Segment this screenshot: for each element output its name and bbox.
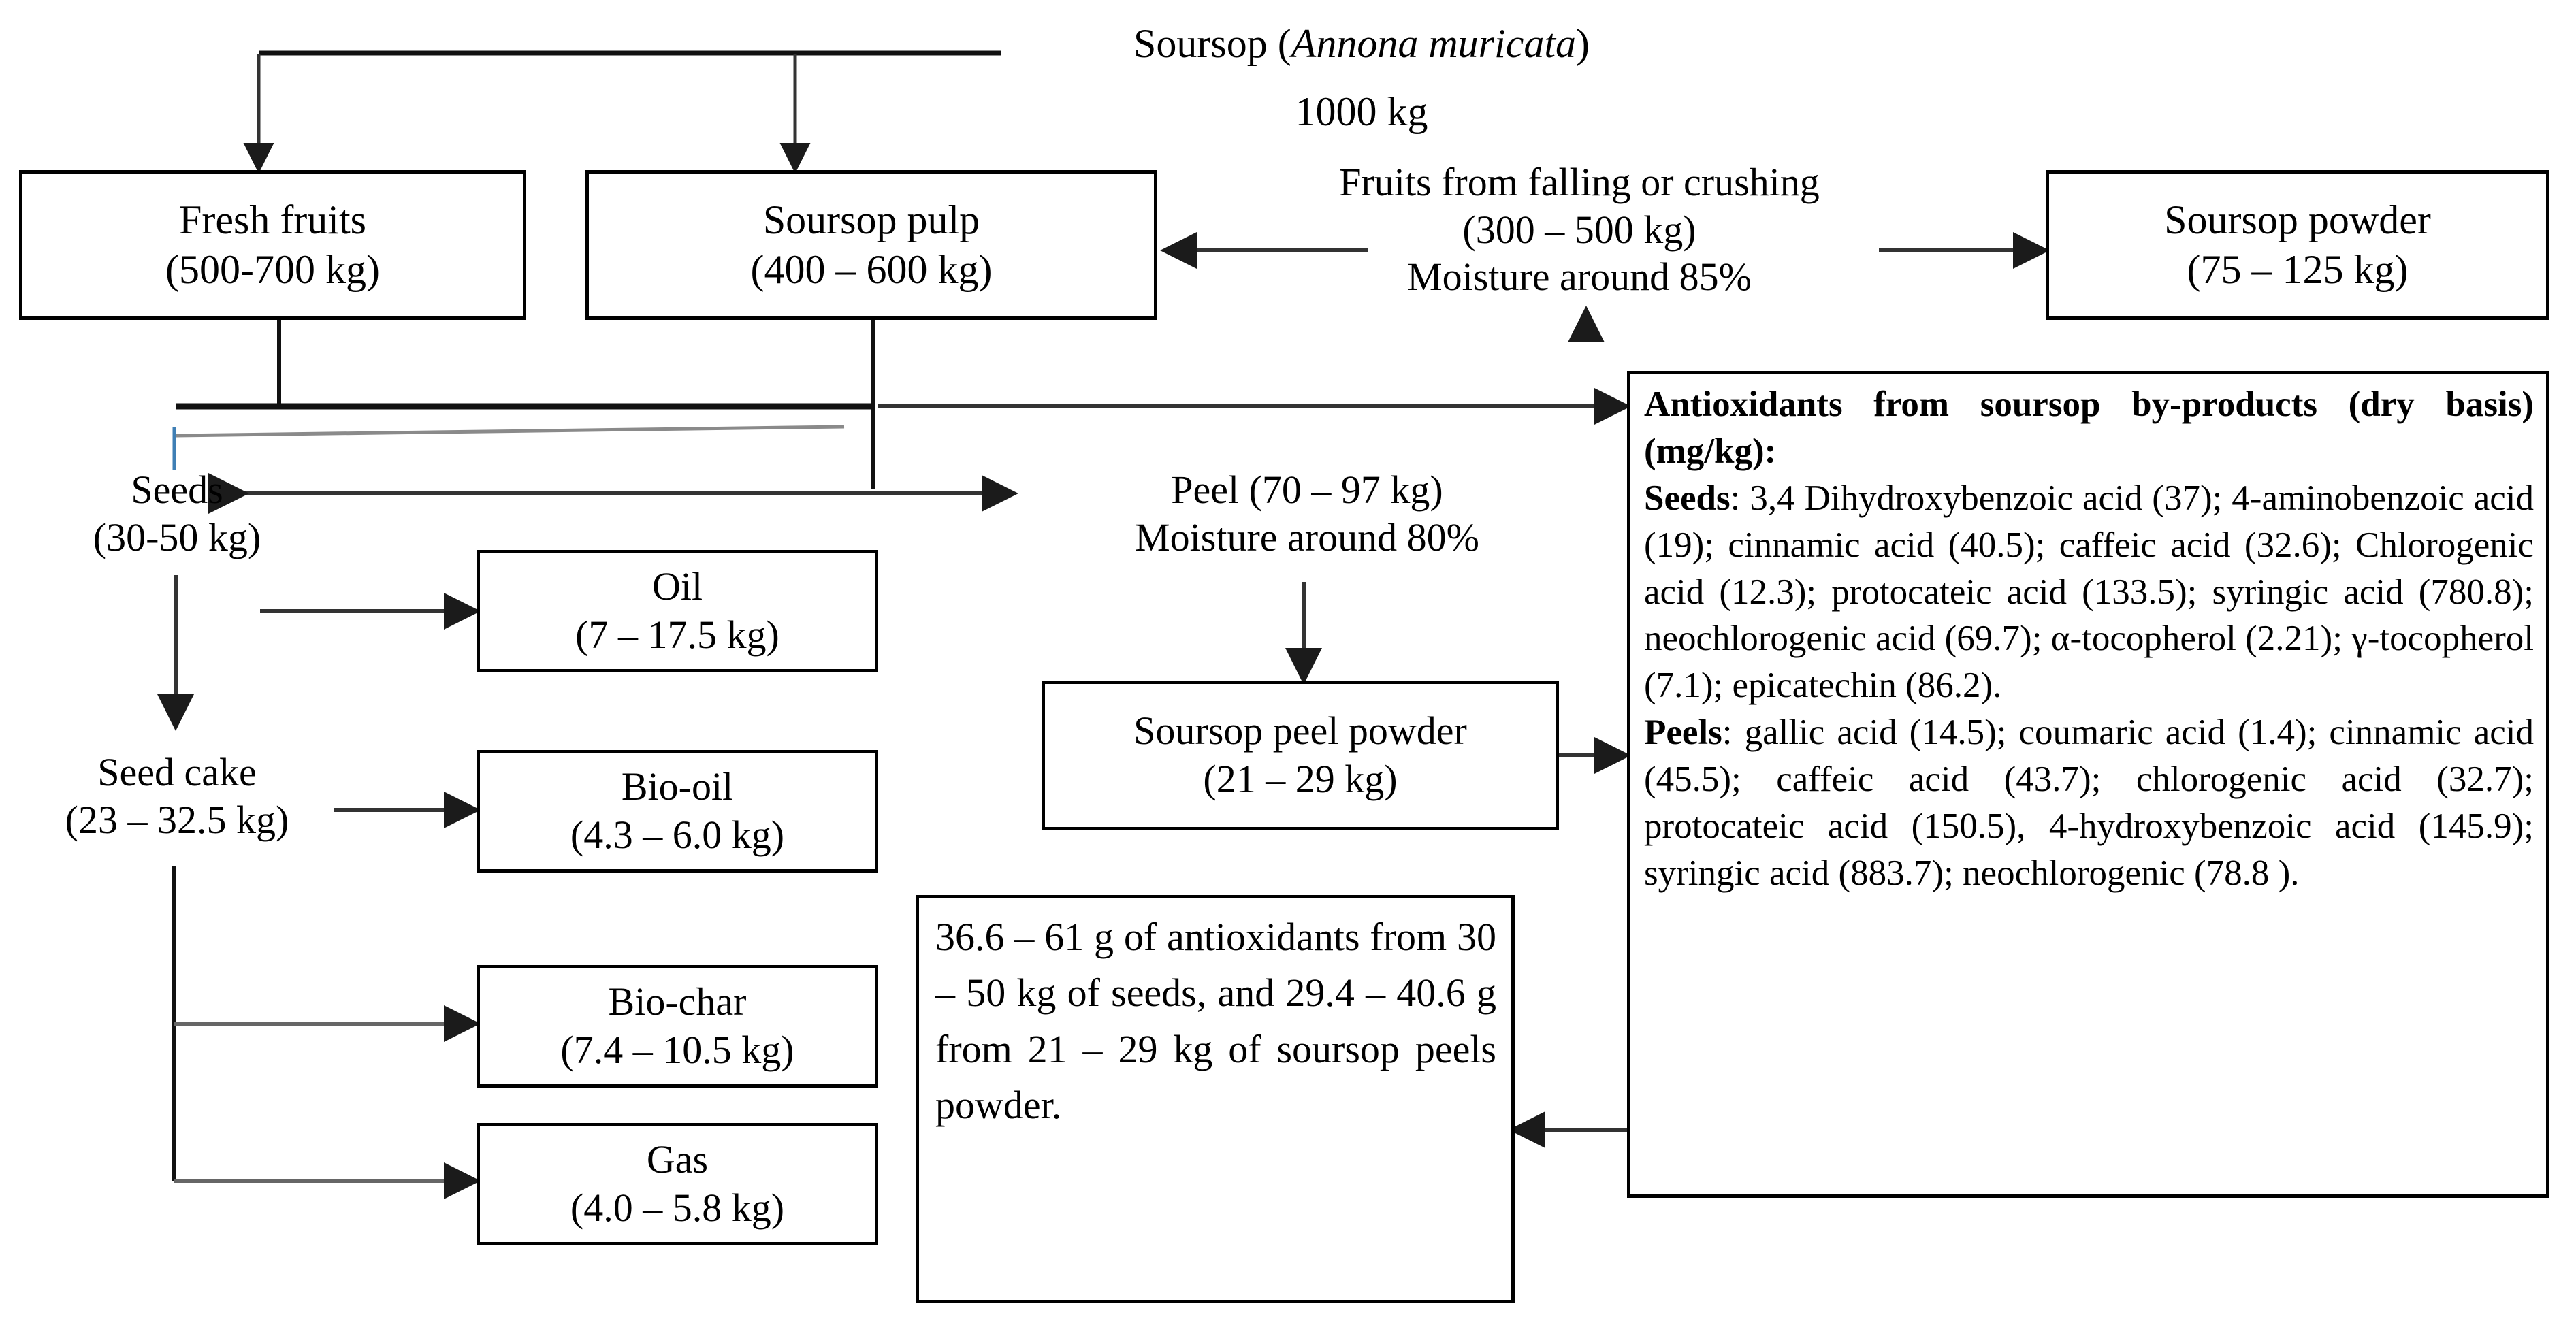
fruits-falling-line1: Fruits from falling or crushing (1339, 160, 1820, 204)
title-amount: 1000 kg (1295, 89, 1428, 134)
fruits-falling-line2: (300 – 500 kg) (1462, 207, 1696, 252)
peel-powder-title: Soursop peel powder (1133, 708, 1467, 753)
label-seed-cake (24, 749, 330, 843)
summary-text: 36.6 – 61 g of antioxidants from 30 – 50 kg of seeds, and 29.4 – 40.6 g from 21 – 29 kg of soursop peels powder. (935, 915, 1496, 1128)
box-gas[interactable] (477, 1123, 878, 1245)
seeds-title: Seeds (131, 468, 223, 512)
connector-seeds-guide (176, 427, 844, 436)
antioxidants-seeds-label: Seeds (1644, 478, 1730, 518)
oil-amount: (7 – 17.5 kg) (575, 613, 779, 657)
box-fresh-fruits[interactable] (19, 170, 526, 320)
antioxidants-seeds-body: : 3,4 Dihydroxybenzoic acid (37); 4-aminobenzoic acid (19); cinnamic acid (40.5); caffeic acid (32.6); Chlorogenic acid (12.3); protocateic acid (133.5); syringic acid (780.8); neochlorogenic acid (69.7); α-tocopherol (2.21); γ-tocopherol (7.1); epicatechin (86.2). (1644, 478, 2534, 706)
peel-powder-amount: (21 – 29 kg) (1203, 757, 1398, 801)
title-species: Annona muricata (1291, 21, 1576, 66)
label-seeds (41, 466, 313, 561)
label-peel (1021, 466, 1593, 561)
seed-cake-title: Seed cake (97, 750, 257, 794)
box-bio-char[interactable] (477, 965, 878, 1088)
antioxidants-panel[interactable] (1627, 371, 2549, 1198)
box-soursop-peel-powder[interactable] (1042, 681, 1559, 830)
fruits-falling-note (1198, 159, 1961, 301)
antioxidants-heading: Antioxidants from soursop by-products (dry basis) (mg/kg): (1644, 385, 2534, 471)
soursop-pulp-amount: (400 – 600 kg) (750, 247, 993, 292)
soursop-powder-title: Soursop powder (2164, 197, 2431, 242)
peel-moisture: Moisture around 80% (1135, 515, 1479, 559)
box-oil[interactable] (477, 550, 878, 672)
title-prefix: Soursop ( (1133, 21, 1291, 66)
bio-oil-amount: (4.3 – 6.0 kg) (570, 813, 785, 857)
fresh-fruits-title: Fresh fruits (179, 197, 366, 242)
bio-oil-title: Bio-oil (621, 764, 734, 809)
bio-char-amount: (7.4 – 10.5 kg) (560, 1028, 794, 1072)
summary-box[interactable] (916, 895, 1515, 1303)
oil-title: Oil (651, 564, 703, 609)
page-title (994, 19, 1729, 68)
antioxidants-peels-body: : gallic acid (14.5); coumaric acid (1.4); cinnamic acid (45.5); caffeic acid (43.7); chlorogenic acid (32.7); protocateic acid (150.5), 4-hydroxybenzoic acid (145.9); syringic acid (883.7); neochlorogenic (78.8 ). (1644, 713, 2534, 893)
seeds-amount: (30-50 kg) (93, 515, 261, 559)
gas-title: Gas (646, 1137, 709, 1182)
soursop-pulp-title: Soursop pulp (762, 197, 980, 242)
box-bio-oil[interactable] (477, 750, 878, 873)
bio-char-title: Bio-char (608, 979, 747, 1024)
fruits-falling-line3: Moisture around 85% (1407, 255, 1752, 299)
antioxidants-peels-label: Peels (1644, 713, 1722, 753)
gas-amount: (4.0 – 5.8 kg) (570, 1186, 785, 1230)
peel-title: Peel (70 – 97 kg) (1171, 468, 1443, 512)
fresh-fruits-amount: (500-700 kg) (165, 247, 380, 292)
title-suffix: ) (1576, 21, 1590, 66)
box-soursop-powder[interactable] (2046, 170, 2549, 320)
soursop-powder-amount: (75 – 125 kg) (2187, 247, 2409, 292)
seed-cake-amount: (23 – 32.5 kg) (65, 797, 289, 842)
box-soursop-pulp[interactable] (585, 170, 1157, 320)
